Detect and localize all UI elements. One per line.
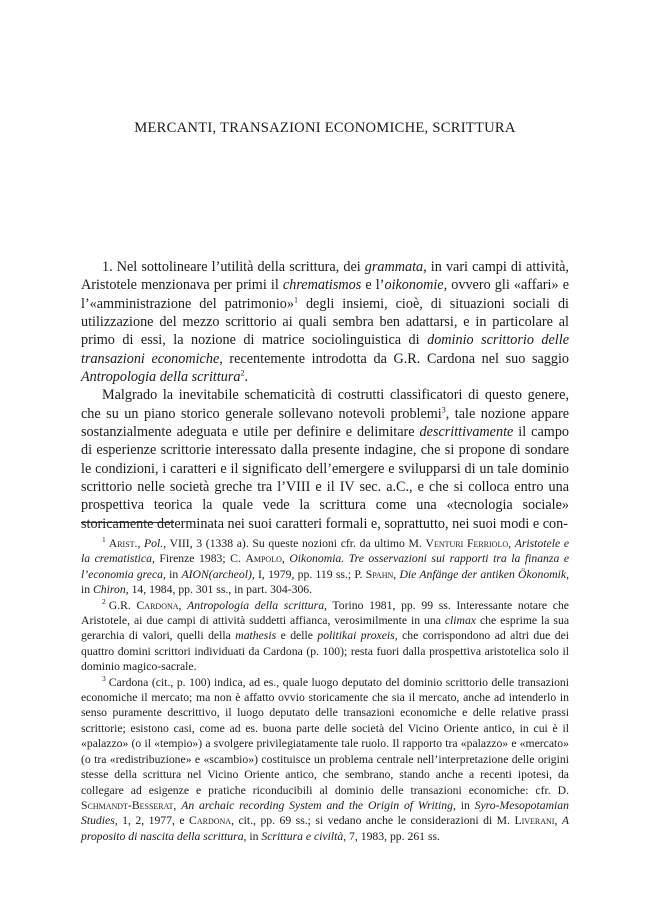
text-run: , VIII, 3 (1338 a). Su queste nozioni cfr. da ultimo M. [163, 537, 426, 550]
text-run: e delle [276, 629, 318, 643]
text-run: , [281, 552, 290, 566]
footnote-3 [81, 675, 569, 844]
text-run: , [173, 798, 182, 812]
text-run: ovvero gli «affari» e l’«amministrazione del patrimonio» [81, 277, 569, 312]
italic-title: An archaic recording System and the Origin of Writing, [181, 798, 456, 812]
text-run: 1. Nel sottolineare l’utilità della scrittura, dei [102, 259, 365, 275]
main-text [81, 258, 569, 533]
italic-title: Scrittura e civiltà [261, 829, 344, 843]
text-run: 1, 2, 1977, e [117, 814, 190, 828]
text-run: , [137, 537, 145, 550]
text-run: , recentemente introdotta da G.R. Cardona nel suo saggio [219, 350, 569, 367]
italic-title: Antropologia della scrittura [81, 369, 241, 386]
footnotes [81, 536, 569, 844]
text-run: Firenze 1983; C. [154, 552, 246, 566]
italic-title: AION(archeol) [181, 567, 252, 581]
text-run: , [554, 814, 562, 828]
italic-title: Aristotele e la crematistica, [81, 537, 570, 566]
text-run: che esprime la sua gerarchia di valori, quelli della [81, 614, 570, 643]
author-name: Venturi Ferriolo [425, 537, 509, 550]
footnote-ref-1[interactable]: 1 [293, 294, 298, 304]
text-run: che corrispondono ad altri due dei quattro domini scrittori individuati da Cardona (p. 100); resta fuori dalla prospettiva aristotelica solo il dominio magico-sacrale. [81, 629, 569, 674]
footnote-ref-2[interactable]: 2 [240, 368, 245, 378]
paragraph-2 [81, 386, 569, 533]
author-name: Arist. [108, 537, 138, 550]
text-run: , I, 1979, pp. 119 ss.; P. [251, 567, 366, 581]
author-name: Schmandt-Besserat [81, 798, 174, 812]
text-run: Torino 1981, pp. 99 ss. Interessante notare che Aristotele, ai due campi di attività suddetti affianca, verosimilmente in una [81, 598, 569, 628]
author-name: Cardona [189, 814, 232, 828]
text-run: in [455, 798, 475, 812]
text-run: in [246, 829, 262, 843]
text-run: degli insiemi, cioè, di situazioni sociali di utilizzazione del mezzo scrittorio ai quali sembra ben adattarsi, e in particolare al primo di essi, la nozione di matrice sociolinguistica di [81, 295, 569, 349]
text-run: e l’ [361, 277, 385, 294]
italic-term: chrematismos [282, 277, 362, 294]
italic-title: Oikonomia. Tre osservazioni sui rapporti tra la finanza e l’economia greca, [81, 552, 570, 581]
footnote-number: 1 [102, 535, 106, 545]
chapter-title: MERCANTI, TRANSAZIONI ECONOMICHE, SCRITTURA [134, 120, 516, 136]
author-name: Liverani [514, 814, 555, 828]
author-name: Ampolo [245, 552, 282, 566]
text-run: in vari campi di attività, Aristotele menzionava per primi il [81, 259, 569, 294]
text-run: , cit., pp. 69 ss.; si vedano anche le considerazioni di M. [231, 814, 515, 828]
text-run: in [81, 583, 94, 597]
footnote-number: 2 [102, 596, 106, 606]
italic-title: Pol. [144, 537, 164, 550]
italic-term: oikonomie, [384, 277, 448, 294]
italic-term: climax [444, 614, 476, 628]
text-run: , 14, 1984, pp. 301 ss., in part. 304-306. [125, 583, 313, 597]
italic-term: grammata, [364, 259, 427, 275]
text-run: il campo di esperienze scrittorie interessato dalla presente indagine, che si propone di sondare le condizioni, i caratteri e il significato dell’emergere e svilupparsi di un tale dominio scrittorio nelle società greche tra l’VIII e il IV sec. a.C., e che si colloca entro una prospettiva teorica la quale vede la scrittura come una «tecnologia sociale» storicamente determinata nei suoi caratteri formali e, soprattutto, nei suoi modi e con- [81, 424, 570, 532]
footnote-number: 3 [102, 673, 106, 683]
text-run: , 7, 1983, pp. 261 ss. [343, 829, 440, 843]
footnote-ref-3[interactable]: 3 [441, 405, 446, 415]
text-run: . [244, 369, 249, 386]
footnote-1 [81, 536, 569, 598]
author-name: Cardona [136, 598, 179, 612]
italic-title: A proposito di nascita della scrittura, [81, 814, 570, 843]
text-run: G.R. [108, 598, 137, 612]
text-run: , [178, 598, 188, 612]
italic-title: Chiron [93, 583, 126, 597]
italic-term: mathesis [235, 629, 277, 643]
italic-term: dominio scrittorio delle transazioni economiche [81, 332, 569, 367]
text-run: in [165, 567, 182, 581]
text-run: , [393, 567, 400, 581]
italic-title: Antropologia della scrittura, [187, 598, 327, 612]
italic-title: Die Anfänge der antiken Ökonomik, [399, 567, 569, 581]
italic-term: descrittivamente [419, 424, 514, 441]
italic-title: Syro-Mesopotamian Studies, [81, 798, 569, 828]
text-run: Malgrado la inevitabile schematicità di costrutti classificatori di questo genere, che su un piano storico generale sollevano notevoli problemi [81, 387, 569, 422]
author-name: Spahn [365, 567, 394, 581]
footnote-separator [81, 522, 174, 523]
paragraph-1 [81, 258, 569, 386]
footnote-2 [81, 598, 569, 675]
italic-term: politikai proxeis, [317, 629, 398, 643]
text-run: Cardona (cit., p. 100) indica, ad es., quale luogo deputato del dominio scrittorio delle transazioni economiche il mercato; ma non è affatto ovvio storicamente che sia il mercato, anche ad intenderlo in senso puramente descrittivo, il luogo deputato delle transazioni economiche e delle relative prassi scrittorie; esistono casi, come ad es. buona parte delle società del Vicino Oriente antico, in cui è il «palazzo» (o il «tempio») a svolgere privilegiatamente tale ruolo. Il rapporto tra «palazzo» e «mercato» (o tra «redistribuzione» e «scambio») costituisce un problema centrale nell’interpretazione delle origini stesse della scrittura nel Vicino Oriente antico, che sembrano, stando anche a recenti ipotesi, da collegare ad esigenze e pratiche riconducibili al dominio delle transazioni economiche: cfr. D. [81, 675, 569, 797]
text-run: , [508, 537, 515, 550]
text-run: , tale nozione appare sostanzialmente adeguata e utile per definire e delimitare [81, 405, 569, 441]
